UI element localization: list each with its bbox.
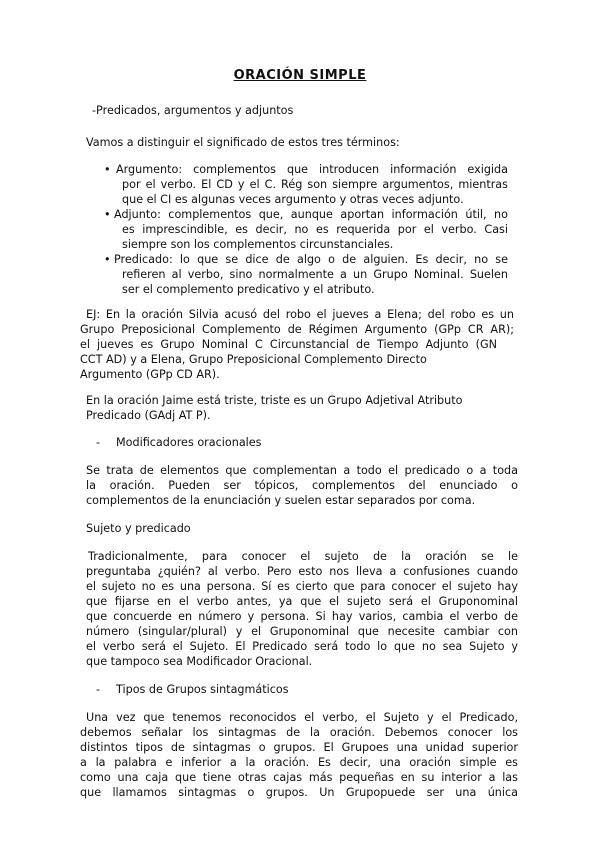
sujeto-paragraph-line: que fijarse en el verbo antes, ya que el sujeto será el Gruponominal — [86, 595, 518, 608]
bullet-predicado-line: Predicado: lo que se dice de algo o de alguien. Es decir, no se — [114, 253, 508, 266]
modificadores-paragraph-line: Se trata de elementos que complementan a todo el predicado o a toda — [86, 464, 518, 477]
dash-marker: - — [96, 683, 101, 696]
sujeto-paragraph-line: número (singular/plural) y el Gruponominal que necesite cambiar con — [86, 625, 518, 638]
bullet-adjunto-line: siempre son los complementos circunstanciales. — [122, 238, 394, 251]
intro-text: Vamos a distinguir el significado de estos tres términos: — [86, 136, 400, 149]
sujeto-paragraph-line: que concuerde en número y persona. Si hay varios, cambia el verbo de — [86, 610, 518, 623]
dash-marker: - — [96, 436, 101, 449]
bullet-predicado-line: refieren al verbo, sino normalmente a un Grupo Nominal. Suelen — [122, 268, 508, 281]
ej-paragraph-line: el jueves es Grupo Nominal C Circunstancial de Tiempo Adjunto (GN — [80, 338, 497, 351]
ej-paragraph-line: CCT AD) y a Elena, Grupo Preposicional Complemento Directo — [80, 353, 427, 366]
bullet-adjunto-line: Adjunto: complementos que, aunque aportan información útil, no — [114, 208, 508, 221]
tipos-paragraph-line: Una vez que tenemos reconocidos el verbo, el Sujeto y el Predicado, — [86, 711, 518, 724]
jaime-paragraph-line: En la oración Jaime está triste, triste es un Grupo Adjetival Atributo — [86, 394, 463, 407]
sujeto-paragraph-line: que tampoco sea Modificador Oracional. — [86, 655, 313, 668]
ej-paragraph-line: Argumento (GPp CD AR). — [80, 368, 220, 381]
tipos-paragraph-line: como una caja que tiene otras cajas más pequeñas en su interior a las — [80, 771, 518, 784]
tipos-paragraph-line: que llamamos sintagmas o grupos. Un Grupopuede ser una única — [80, 786, 518, 799]
bullet-predicado-line: ser el complemento predicativo y el atributo. — [122, 283, 375, 296]
bullet-argumento-line: que el CI es algunas veces argumento y otras veces adjunto. — [122, 193, 464, 206]
sujeto-paragraph-line: el sujeto no es una persona. Sí es cierto que para conocer el sujeto hay — [86, 580, 518, 593]
tipos-paragraph-line: distintos tipos de sintagmas o grupos. El Grupoes una unidad superior — [80, 741, 518, 754]
ej-paragraph-line: Grupo Preposicional Complemento de Régimen Argumento (GPp CR AR); — [80, 323, 514, 336]
tipos-paragraph-line: debemos señalar los sintagmas de la oración. Debemos conocer los — [80, 726, 518, 739]
bullet-argumento-line: por el verbo. El CD y el C. Rég son siempre argumentos, mientras — [122, 178, 508, 191]
modificadores-paragraph-line: la oración. Pueden ser tópicos, complementos del enunciado o — [86, 479, 518, 492]
page-title: ORACIÓN SIMPLE — [233, 68, 367, 83]
bullet-argumento-line: Argumento: complementos que introducen información exigida — [116, 163, 508, 176]
heading-modificadores: Modificadores oracionales — [116, 436, 262, 449]
jaime-paragraph-line: Predicado (GAdj AT P). — [86, 409, 211, 422]
heading-sujeto: Sujeto y predicado — [86, 522, 191, 535]
ej-paragraph-line: EJ: En la oración Silvia acusó del robo el jueves a Elena; del robo es un — [86, 308, 514, 321]
sujeto-paragraph-line: Tradicionalmente, para conocer el sujeto de la oración se le — [88, 550, 518, 563]
bullet-adjunto-line: es imprescindible, es decir, no es requerida por el verbo. Casi — [122, 223, 508, 236]
modificadores-paragraph-line: complementos de la enunciación y suelen estar separados por coma. — [86, 494, 476, 507]
section-heading-predicados: -Predicados, argumentos y adjuntos — [92, 104, 294, 117]
heading-tipos: Tipos de Grupos sintagmáticos — [116, 683, 289, 696]
bullet-marker: • — [104, 208, 111, 221]
sujeto-paragraph-line: preguntaba ¿quién? al verbo. Pero esto nos lleva a confusiones cuando — [86, 565, 518, 578]
tipos-paragraph-line: a la palabra e inferior a la oración. Es decir, una oración simple es — [80, 756, 518, 769]
bullet-marker: • — [104, 163, 111, 176]
bullet-marker: • — [104, 253, 111, 266]
sujeto-paragraph-line: el verbo será el Sujeto. El Predicado será todo lo que no sea Sujeto y — [86, 640, 518, 653]
